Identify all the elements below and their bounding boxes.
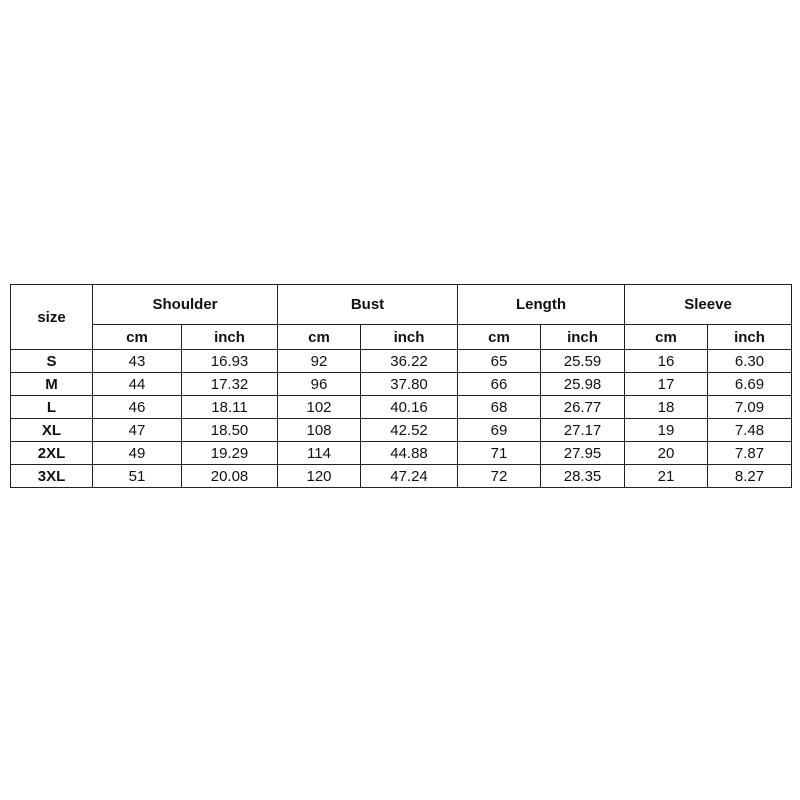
sleeve-inch-cell: 6.30: [708, 350, 792, 373]
sleeve-cm-cell: 20: [625, 442, 708, 465]
length-inch-cell: 25.98: [541, 373, 625, 396]
table-row: [11, 419, 792, 442]
sleeve-inch-cell: 7.09: [708, 396, 792, 419]
sleeve-cm-cell: 17: [625, 373, 708, 396]
sleeve-inch-cell: 7.48: [708, 419, 792, 442]
table-row: [11, 442, 792, 465]
size-label-cell: S: [11, 350, 93, 373]
length-inch-cell: 28.35: [541, 465, 625, 488]
table-row: [11, 350, 792, 373]
shoulder-inch-cell: 17.32: [182, 373, 278, 396]
size-label-cell: L: [11, 396, 93, 419]
size-label-cell: M: [11, 373, 93, 396]
size-label-cell: 2XL: [11, 442, 93, 465]
shoulder-inch-cell: 16.93: [182, 350, 278, 373]
length-cm-cell: 66: [458, 373, 541, 396]
shoulder-inch-cell: 18.50: [182, 419, 278, 442]
length-cm-cell: 72: [458, 465, 541, 488]
sleeve-cm-cell: 16: [625, 350, 708, 373]
length-cm-cell: 71: [458, 442, 541, 465]
shoulder-inch-cell: 20.08: [182, 465, 278, 488]
shoulder-cm-cell: 51: [93, 465, 182, 488]
size-label-cell: 3XL: [11, 465, 93, 488]
shoulder-inch-cell: 18.11: [182, 396, 278, 419]
sleeve-inch-header: inch: [708, 325, 792, 350]
length-inch-cell: 27.17: [541, 419, 625, 442]
length-inch-cell: 25.59: [541, 350, 625, 373]
sleeve-group-header: Sleeve: [625, 285, 792, 325]
bust-inch-cell: 37.80: [361, 373, 458, 396]
header-unit-row: [11, 325, 792, 350]
bust-group-header: Bust: [278, 285, 458, 325]
bust-inch-cell: 47.24: [361, 465, 458, 488]
length-group-header: Length: [458, 285, 625, 325]
length-inch-cell: 27.95: [541, 442, 625, 465]
table-row: [11, 396, 792, 419]
bust-cm-cell: 114: [278, 442, 361, 465]
bust-cm-cell: 120: [278, 465, 361, 488]
bust-cm-cell: 102: [278, 396, 361, 419]
shoulder-cm-header: cm: [93, 325, 182, 350]
length-cm-cell: 65: [458, 350, 541, 373]
shoulder-cm-cell: 43: [93, 350, 182, 373]
shoulder-inch-cell: 19.29: [182, 442, 278, 465]
table-row: [11, 465, 792, 488]
bust-inch-cell: 36.22: [361, 350, 458, 373]
bust-inch-cell: 42.52: [361, 419, 458, 442]
bust-inch-cell: 40.16: [361, 396, 458, 419]
sleeve-inch-cell: 6.69: [708, 373, 792, 396]
table-body: [11, 350, 792, 488]
bust-cm-cell: 108: [278, 419, 361, 442]
size-label-cell: XL: [11, 419, 93, 442]
length-cm-cell: 68: [458, 396, 541, 419]
bust-inch-cell: 44.88: [361, 442, 458, 465]
length-inch-header: inch: [541, 325, 625, 350]
sleeve-cm-cell: 19: [625, 419, 708, 442]
sleeve-cm-header: cm: [625, 325, 708, 350]
sleeve-cm-cell: 21: [625, 465, 708, 488]
length-inch-cell: 26.77: [541, 396, 625, 419]
bust-cm-cell: 96: [278, 373, 361, 396]
size-chart-table: [10, 284, 792, 488]
shoulder-cm-cell: 49: [93, 442, 182, 465]
sleeve-inch-cell: 8.27: [708, 465, 792, 488]
bust-inch-header: inch: [361, 325, 458, 350]
bust-cm-header: cm: [278, 325, 361, 350]
sleeve-cm-cell: 18: [625, 396, 708, 419]
length-cm-header: cm: [458, 325, 541, 350]
length-cm-cell: 69: [458, 419, 541, 442]
header-group-row: [11, 285, 792, 325]
shoulder-group-header: Shoulder: [93, 285, 278, 325]
shoulder-cm-cell: 47: [93, 419, 182, 442]
table-row: [11, 373, 792, 396]
sleeve-inch-cell: 7.87: [708, 442, 792, 465]
bust-cm-cell: 92: [278, 350, 361, 373]
size-column-header: size: [11, 285, 93, 350]
shoulder-inch-header: inch: [182, 325, 278, 350]
shoulder-cm-cell: 44: [93, 373, 182, 396]
shoulder-cm-cell: 46: [93, 396, 182, 419]
